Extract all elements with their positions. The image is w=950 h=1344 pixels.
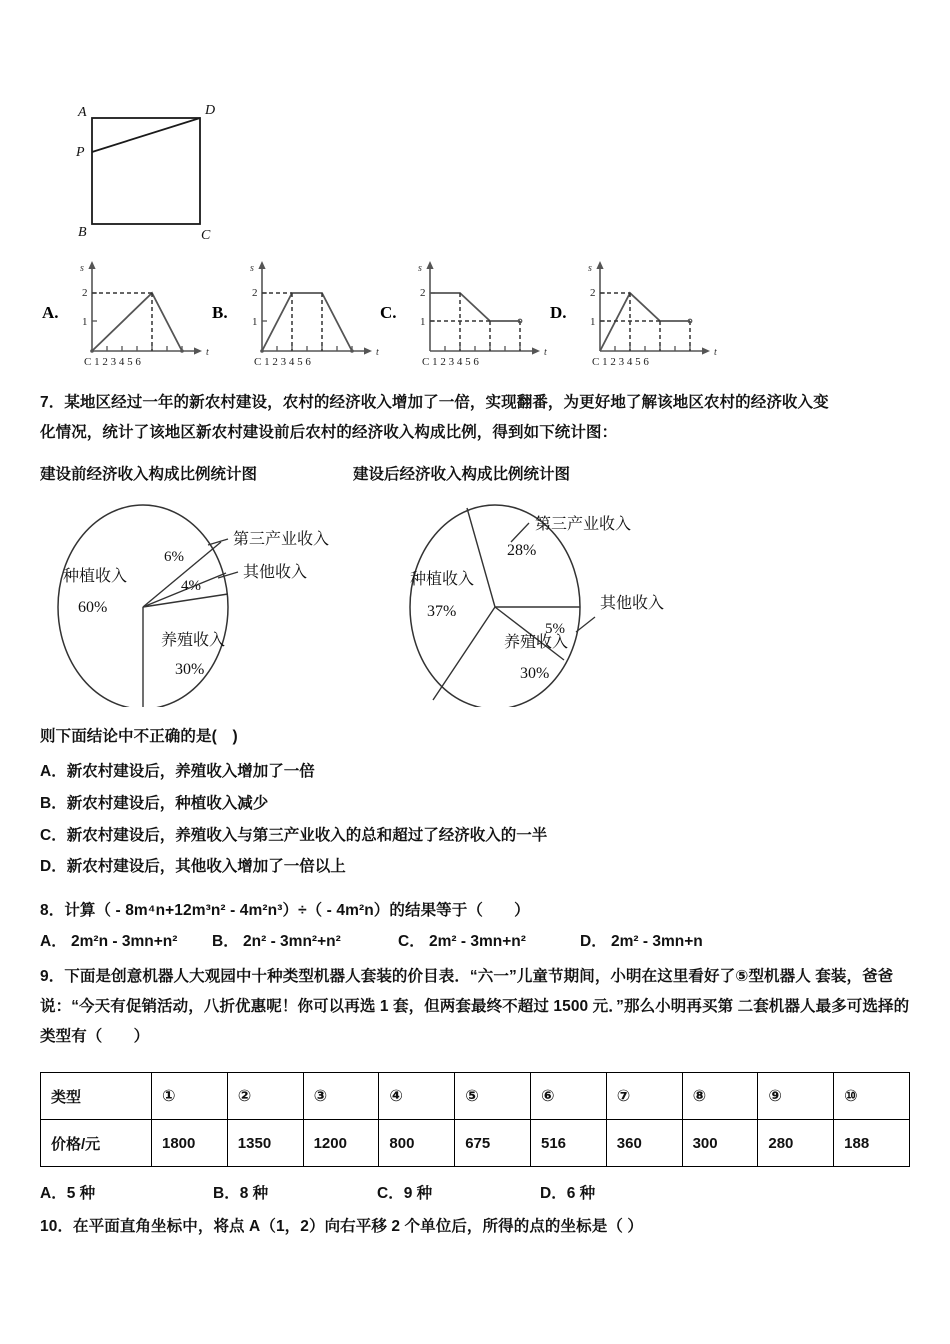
graph-c-xticks: C 1 2 3 4 5 6 <box>422 356 479 367</box>
graph-option-a-label: A. <box>42 303 59 322</box>
graph-d-ytick-2: 2 <box>590 287 596 299</box>
question-7-option-a[interactable]: A．新农村建设后，养殖收入增加了一倍 <box>40 763 315 780</box>
pie-before-label-other: 其他收入 <box>243 564 308 581</box>
graph-d-xticks: C 1 2 3 4 5 6 <box>592 356 649 367</box>
graph-b-y-axis-label: s <box>250 263 254 274</box>
graph-b-ytick-1: 1 <box>252 316 258 328</box>
graph-b-ytick-2: 2 <box>252 287 258 299</box>
graph-option-c-label: C. <box>380 303 397 322</box>
question-8-stem <box>40 896 918 926</box>
question-7-conclusion-prompt: 则下面结论中不正确的是( ) <box>40 728 238 745</box>
table-header-price: 价格/元 <box>41 1120 152 1167</box>
table-cell-price-1: 1800 <box>152 1120 228 1167</box>
pie-before-value-breeding: 30% <box>175 661 205 678</box>
graph-d-svg <box>578 255 728 367</box>
pie-before-label-breeding: 养殖收入 <box>161 632 226 649</box>
question-9-line-2: 套装，爸爸说：“今天有促销活动，八折优惠呢！你可以再选 1 套，但两套最终不超过 1500 元．”那么小明再买第 <box>40 968 894 1016</box>
graph-c-svg <box>408 255 558 367</box>
table-cell-type-4: ④ <box>379 1073 455 1120</box>
graph-d-y-axis-label: s <box>588 263 592 274</box>
graph-c-ytick-2: 2 <box>420 287 426 299</box>
table-cell-price-8: 300 <box>682 1120 758 1167</box>
table-cell-type-8: ⑧ <box>682 1073 758 1120</box>
graph-option-a[interactable] <box>40 255 220 370</box>
figure-label-D: D <box>205 103 216 118</box>
graph-option-c[interactable] <box>378 255 558 370</box>
question-9-option-a[interactable]: A．5 种 <box>40 1185 96 1202</box>
question-8-option-b-expr: 2n² - 3mn²+n² <box>243 933 341 950</box>
table-cell-price-2: 1350 <box>227 1120 303 1167</box>
question-8-option-a-letter: A． <box>40 933 67 950</box>
question-7-option-c[interactable]: C．新农村建设后，养殖收入与第三产业收入的总和超过了经济收入的一半 <box>40 826 548 844</box>
graph-option-b-label: B. <box>212 303 228 322</box>
table-row-types <box>41 1073 910 1120</box>
question-10-stem: 10．在平面直角坐标中，将点 A（1，2）向右平移 2 个单位后，所得的点的坐标是（ ） <box>40 1218 643 1235</box>
graph-a-xticks: C 1 2 3 4 5 6 <box>84 356 141 367</box>
question-9-stem <box>40 962 920 1053</box>
pie-after-value-tertiary: 28% <box>507 542 537 559</box>
pie-caption-before: 建设前经济收入构成比例统计图 <box>40 466 258 483</box>
pie-chart-before <box>40 495 370 712</box>
graph-a-ytick-2: 2 <box>82 287 88 299</box>
graph-a-svg <box>70 255 220 367</box>
question-8-option-d-letter: D． <box>580 933 607 950</box>
pie-before-value-tertiary: 6% <box>164 549 184 565</box>
question-9-option-c[interactable]: C．9 种 <box>377 1185 433 1202</box>
pie-caption-after: 建设后经济收入构成比例统计图 <box>353 466 571 483</box>
table-cell-price-4: 800 <box>379 1120 455 1167</box>
figure-rectangle-abcd <box>60 100 300 240</box>
pie-after-value-other: 5% <box>545 621 565 637</box>
pie-after-value-planting: 37% <box>427 603 457 620</box>
graph-c-x-axis-label: t <box>544 347 547 358</box>
table-cell-type-6: ⑥ <box>530 1073 606 1120</box>
question-9-line-3: 二套机器人最多可选择的类型有（ ） <box>40 998 910 1046</box>
question-7-line-1: 7．某地区经过一年的新农村建设，农村的经济收入增加了一倍，实现翻番，为更好地了解该地区农村的经济收入变 <box>40 394 829 411</box>
question-8-option-b-letter: B． <box>212 933 239 950</box>
question-8-options <box>40 926 918 952</box>
table-header-type: 类型 <box>41 1073 152 1120</box>
question-7-line-2: 化情况，统计了该地区新农村建设前后农村的经济收入构成比例，得到如下统计图： <box>40 424 618 442</box>
pie-after-label-other: 其他收入 <box>600 595 665 612</box>
question-8-option-a-expr: 2m²n - 3mn+n² <box>71 933 178 950</box>
question-9-option-d[interactable]: D．6 种 <box>540 1185 596 1202</box>
table-cell-price-7: 360 <box>606 1120 682 1167</box>
pie-before-label-planting: 种植收入 <box>63 568 128 585</box>
pie-chart-after <box>395 495 825 712</box>
table-cell-price-10: 188 <box>834 1120 910 1167</box>
graph-d-ytick-1: 1 <box>590 316 596 328</box>
graph-option-b[interactable] <box>210 255 390 370</box>
table-cell-price-9: 280 <box>758 1120 834 1167</box>
pie-before-label-tertiary: 第三产业收入 <box>233 531 330 548</box>
question-8-option-c-expr: 2m² - 3mn+n² <box>429 933 526 950</box>
graph-b-svg <box>240 255 390 367</box>
question-8-text: 8．计算（ - 8m⁴n+12m³n² - 4m²n³）÷（ - 4m²n）的结果等于（ ） <box>40 902 530 919</box>
table-cell-price-6: 516 <box>530 1120 606 1167</box>
question-8-option-a[interactable] <box>40 926 177 958</box>
question-7-options <box>40 756 918 883</box>
question-8-option-b[interactable] <box>212 926 341 958</box>
question-9-option-b[interactable]: B．8 种 <box>213 1185 269 1202</box>
graph-b-xticks: C 1 2 3 4 5 6 <box>254 356 311 367</box>
graph-option-d[interactable] <box>548 255 728 370</box>
question-7-option-d[interactable]: D．新农村建设后，其他收入增加了一倍以上 <box>40 858 346 876</box>
question-9-options <box>40 1178 918 1204</box>
table-cell-type-3: ③ <box>303 1073 379 1120</box>
graph-options-row <box>0 255 950 370</box>
price-table-wrap <box>40 1072 910 1167</box>
pie-after-label-tertiary: 第三产业收入 <box>535 516 632 533</box>
question-8-option-c[interactable] <box>398 926 526 958</box>
graph-c-ytick-1: 1 <box>420 316 426 328</box>
table-cell-price-5: 675 <box>455 1120 531 1167</box>
graph-a-x-axis-label: t <box>206 347 209 358</box>
graph-option-d-label: D. <box>550 303 567 322</box>
graph-b-x-axis-label: t <box>376 347 379 358</box>
table-cell-type-7: ⑦ <box>606 1073 682 1120</box>
table-cell-type-5: ⑤ <box>455 1073 531 1120</box>
graph-d-x-axis-label: t <box>714 347 717 358</box>
table-cell-type-10: ⑩ <box>834 1073 910 1120</box>
figure-label-P: P <box>76 145 85 160</box>
table-row-prices <box>41 1120 910 1167</box>
graph-c-y-axis-label: s <box>418 263 422 274</box>
table-cell-type-2: ② <box>227 1073 303 1120</box>
figure-label-B: B <box>78 225 87 240</box>
pie-after-label-planting: 种植收入 <box>410 571 475 588</box>
question-7-stem <box>40 388 918 448</box>
graph-a-y-axis-label: s <box>80 263 84 274</box>
table-cell-type-1: ① <box>152 1073 228 1120</box>
table-cell-type-9: ⑨ <box>758 1073 834 1120</box>
price-table <box>40 1072 910 1167</box>
pie-after-label-breeding: 养殖收入 <box>504 634 569 651</box>
question-7-option-b[interactable]: B．新农村建设后，种植收入减少 <box>40 794 269 812</box>
pie-before-value-other: 4% <box>181 578 201 594</box>
question-9-line-1: 9．下面是创意机器人大观园中十种类型机器人套装的价目表．“六一”儿童节期间，小明在这里看好了⑤型机器人 <box>40 968 811 985</box>
pie-before-value-planting: 60% <box>78 599 108 616</box>
table-cell-price-3: 1200 <box>303 1120 379 1167</box>
figure-label-A: A <box>78 105 87 120</box>
figure-label-C: C <box>201 228 211 240</box>
question-8-option-d[interactable] <box>580 926 703 958</box>
question-8-option-d-expr: 2m² - 3mn+n <box>611 933 703 950</box>
question-8-option-c-letter: C． <box>398 933 425 950</box>
graph-a-ytick-1: 1 <box>82 316 88 328</box>
pie-charts-container <box>0 495 950 710</box>
pie-after-value-breeding: 30% <box>520 665 550 682</box>
